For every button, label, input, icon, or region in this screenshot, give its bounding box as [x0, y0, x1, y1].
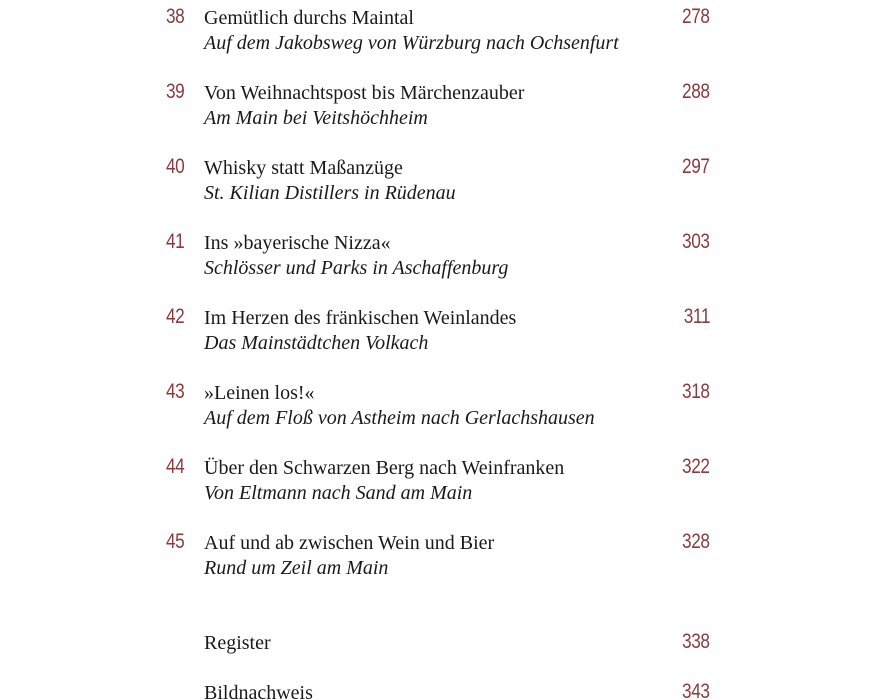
chapter-title: Auf und ab zwischen Wein und Bier [204, 532, 495, 554]
appendix-title: Register [204, 632, 271, 654]
toc-entry-41[interactable] [0, 229, 875, 289]
chapter-subtitle: Am Main bei Veitshöchheim [204, 107, 428, 129]
chapter-subtitle: Auf dem Floß von Astheim nach Gerlachshausen [204, 407, 595, 429]
page-number: 318 [682, 380, 710, 403]
chapter-subtitle: Von Eltmann nach Sand am Main [204, 482, 473, 504]
chapter-title: Von Weihnachtspost bis Märchenzauber [204, 82, 525, 104]
appendix-title: Bildnachweis [204, 682, 313, 700]
page-number: 338 [682, 630, 710, 653]
toc-entry-45[interactable] [0, 529, 875, 589]
page-number: 322 [682, 455, 710, 478]
page-number: 343 [682, 680, 710, 700]
chapter-subtitle: Rund um Zeil am Main [204, 557, 389, 579]
chapter-title: Ins »bayerische Nizza« [204, 232, 391, 254]
chapter-number: 45 [166, 530, 185, 553]
chapter-number: 43 [166, 380, 185, 403]
chapter-title: Über den Schwarzen Berg nach Weinfranken [204, 457, 565, 479]
chapter-subtitle: Auf dem Jakobsweg von Würzburg nach Ochsenfurt [204, 32, 619, 54]
chapter-title: »Leinen los!« [204, 382, 315, 404]
chapter-title: Gemütlich durchs Maintal [204, 7, 414, 29]
chapter-number: 41 [166, 230, 185, 253]
toc-entry-42[interactable] [0, 304, 875, 364]
page-number: 297 [682, 155, 710, 178]
page-number: 288 [682, 80, 710, 103]
toc-entry-39[interactable] [0, 79, 875, 139]
chapter-number: 44 [166, 455, 185, 478]
chapter-number: 38 [166, 5, 185, 28]
chapter-number: 39 [166, 80, 185, 103]
chapter-subtitle: St. Kilian Distillers in Rüdenau [204, 182, 456, 204]
chapter-number: 42 [166, 305, 185, 328]
toc-entry-bildnachweis[interactable] [0, 679, 875, 700]
toc-entry-44[interactable] [0, 454, 875, 514]
chapter-subtitle: Das Mainstädtchen Volkach [204, 332, 429, 354]
page-number: 278 [682, 5, 710, 28]
chapter-number: 40 [166, 155, 185, 178]
page-number: 328 [682, 530, 710, 553]
page-number: 311 [683, 305, 710, 328]
page-number: 303 [682, 230, 710, 253]
toc-entry-43[interactable] [0, 379, 875, 439]
chapter-title: Whisky statt Maßanzüge [204, 157, 403, 179]
chapter-title: Im Herzen des fränkischen Weinlandes [204, 307, 517, 329]
toc-entry-40[interactable] [0, 154, 875, 214]
chapter-subtitle: Schlösser und Parks in Aschaffenburg [204, 257, 509, 279]
toc-entry-38[interactable] [0, 4, 875, 64]
